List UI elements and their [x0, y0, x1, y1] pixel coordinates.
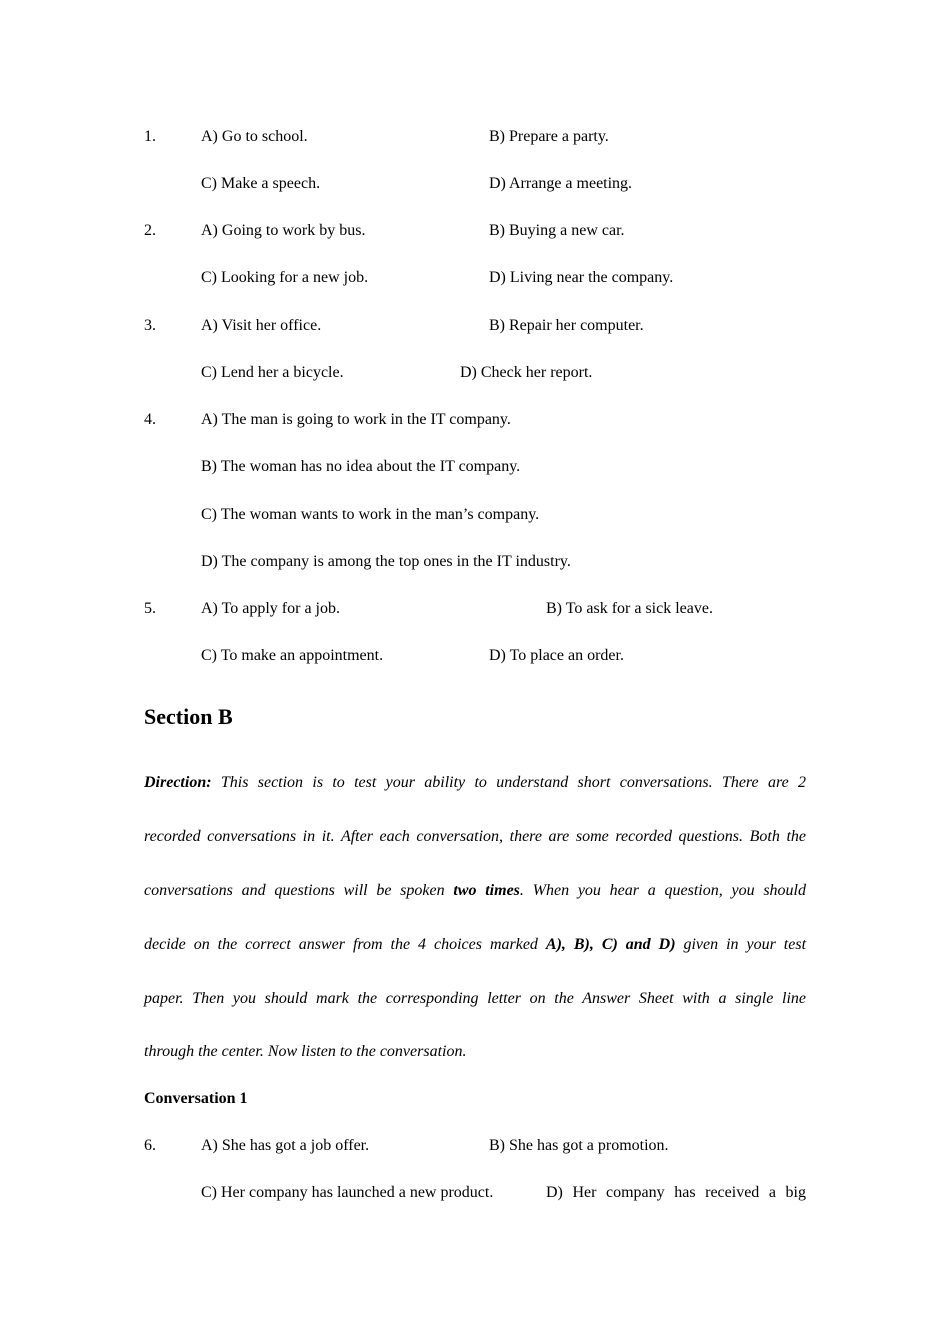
- option-a: A) To apply for a job.: [201, 600, 340, 617]
- option-a: A) Go to school.: [201, 128, 308, 145]
- option-d: D) Check her report.: [460, 364, 593, 381]
- option-b: B) Prepare a party.: [489, 128, 609, 145]
- option-d: D) Arrange a meeting.: [489, 175, 633, 192]
- option-c: C) To make an appointment.: [201, 647, 384, 664]
- question-number: 4.: [144, 411, 156, 428]
- question-number: 2.: [144, 222, 156, 239]
- direction-text: given in your test: [683, 936, 807, 953]
- option-b: B) Repair her computer.: [489, 317, 644, 334]
- direction-line: recorded conversations in it. After each conversation, there are some recorded questions. Both the: [144, 828, 806, 845]
- direction-line: [144, 773, 806, 793]
- option-a: A) The man is going to work in the IT company.: [201, 411, 511, 428]
- direction-label: Direction:: [144, 774, 212, 791]
- direction-line: [144, 881, 806, 901]
- conversation-title: Conversation 1: [144, 1090, 248, 1107]
- direction-text: . When you hear a question, you should: [519, 882, 806, 899]
- option-b: B) To ask for a sick leave.: [546, 600, 713, 617]
- direction-line: [144, 935, 806, 955]
- direction-line: through the center. Now listen to the conversation.: [144, 1043, 467, 1060]
- option-b: B) The woman has no idea about the IT company.: [201, 458, 521, 475]
- question-number: 1.: [144, 128, 156, 145]
- option-c: C) The woman wants to work in the man’s company.: [201, 506, 540, 523]
- section-title: Section B: [144, 704, 233, 729]
- direction-emphasis: A), B), C) and D): [545, 936, 676, 953]
- direction-emphasis: two times: [453, 882, 520, 899]
- option-d: D) To place an order.: [489, 647, 624, 664]
- option-c: C) Looking for a new job.: [201, 269, 369, 286]
- option-c: C) Her company has launched a new product.: [201, 1184, 494, 1201]
- direction-text: This section is to test your ability to understand short conversations. There are 2: [220, 774, 807, 791]
- direction-text: conversations and questions will be spoken: [144, 882, 445, 899]
- option-a: A) She has got a job offer.: [201, 1137, 370, 1154]
- option-d: D) The company is among the top ones in the IT industry.: [201, 553, 571, 570]
- question-number: 6.: [144, 1137, 156, 1154]
- option-c: C) Make a speech.: [201, 175, 321, 192]
- option-b: B) She has got a promotion.: [489, 1137, 669, 1154]
- option-c: C) Lend her a bicycle.: [201, 364, 344, 381]
- question-number: 3.: [144, 317, 156, 334]
- option-d: D) Her company has received a big: [546, 1184, 806, 1201]
- option-d: D) Living near the company.: [489, 269, 674, 286]
- direction-text: decide on the correct answer from the 4 choices marked: [144, 936, 538, 953]
- question-number: 5.: [144, 600, 156, 617]
- option-a: A) Going to work by bus.: [201, 222, 366, 239]
- direction-line: paper. Then you should mark the corresponding letter on the Answer Sheet with a single line: [144, 990, 806, 1007]
- option-a: A) Visit her office.: [201, 317, 322, 334]
- option-b: B) Buying a new car.: [489, 222, 625, 239]
